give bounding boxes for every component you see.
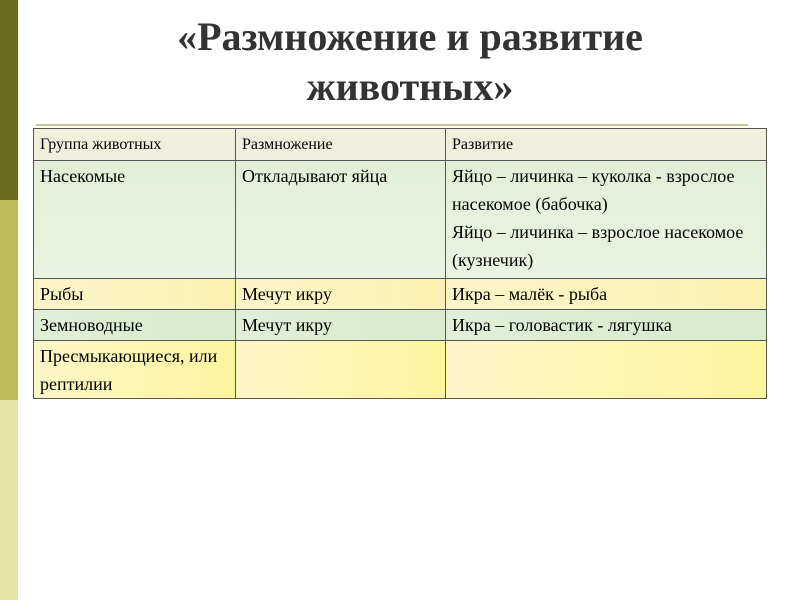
title-divider <box>36 124 748 126</box>
column-header-group: Группа животных <box>34 129 236 161</box>
cell-reproduction: Откладывают яйца <box>236 161 446 279</box>
table-header-row <box>34 129 767 161</box>
cell-group: Насекомые <box>34 161 236 279</box>
slide-title <box>40 12 780 112</box>
sidebar-decor-mid <box>0 200 18 400</box>
table-row <box>34 279 767 310</box>
cell-development: Икра – головастик - лягушка <box>446 310 767 341</box>
table-row <box>34 161 767 279</box>
cell-group: Пресмыкающиеся, или рептилии <box>34 341 236 399</box>
cell-group: Земноводные <box>34 310 236 341</box>
column-header-development: Развитие <box>446 129 767 161</box>
sidebar-decor-dark <box>0 0 18 200</box>
animals-table <box>33 128 767 399</box>
cell-development <box>446 341 767 399</box>
cell-group: Рыбы <box>34 279 236 310</box>
cell-development <box>446 161 767 279</box>
table-row <box>34 341 767 399</box>
development-line: Яйцо – личинка – куколка - взрослое насекомое (бабочка) <box>452 166 735 214</box>
slide-title-line-1: «Размножение и развитие <box>177 14 643 59</box>
cell-reproduction: Мечут икру <box>236 279 446 310</box>
cell-reproduction: Мечут икру <box>236 310 446 341</box>
column-header-reproduction: Размножение <box>236 129 446 161</box>
sidebar-decor-light <box>0 400 18 600</box>
cell-reproduction <box>236 341 446 399</box>
table-row <box>34 310 767 341</box>
cell-development: Икра – малёк - рыба <box>446 279 767 310</box>
development-line: Яйцо – личинка – взрослое насекомое (кузнечик) <box>452 222 744 270</box>
slide-title-line-2: животных» <box>306 64 514 109</box>
